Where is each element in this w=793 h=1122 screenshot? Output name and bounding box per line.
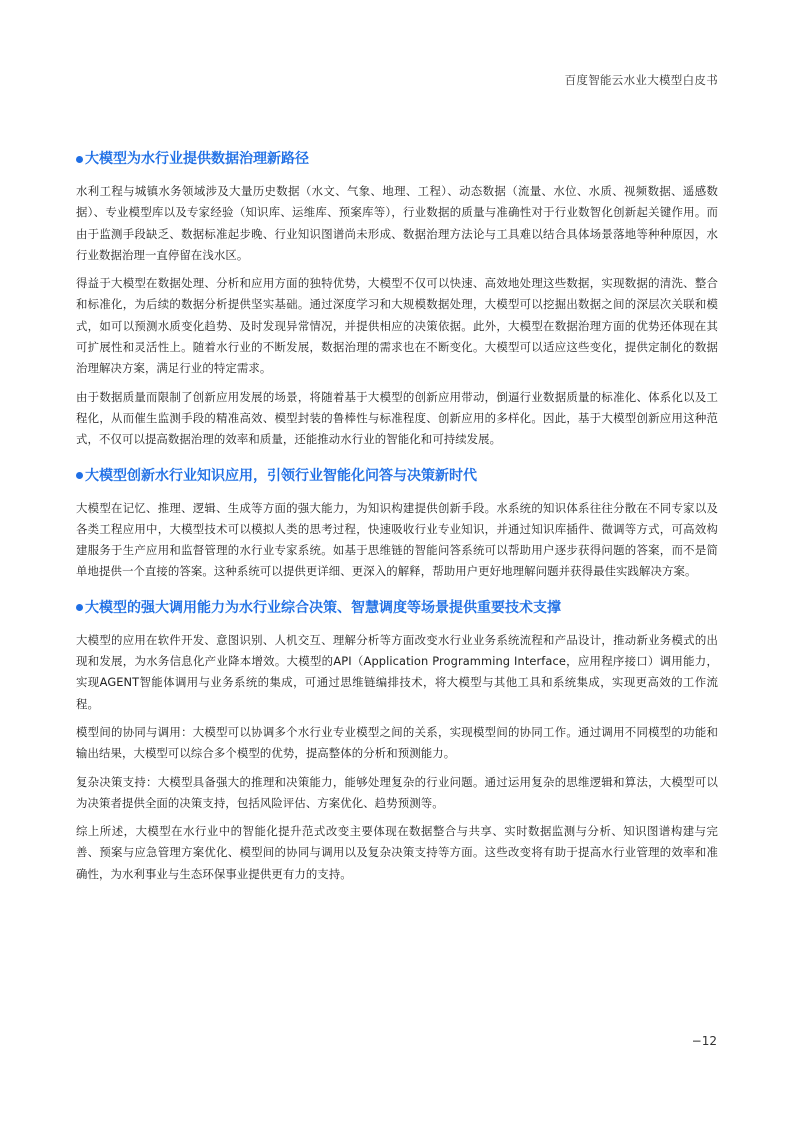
paragraph: 由于数据质量而限制了创新应用发展的场景，将随着基于大模型的创新应用带动，倒逼行业数据质量的标准化、体系化以及工程化，从而催生监测手段的精准高效、模型封装的鲁棒性与标准程度、创新应用的多样化。因此，基于大模型创新应用这种范式，不仅可以提高数据治理的效率和质量，还能推动水行业的智能化和可持续发展。: [76, 389, 718, 447]
section-heading: [76, 597, 718, 619]
bullet-dot-icon: [76, 472, 83, 479]
paragraph: 复杂决策支持：大模型具备强大的推理和决策能力，能够处理复杂的行业问题。通过运用复杂的思维逻辑和算法，大模型可以为决策者提供全面的决策支持，包括风险评估、方案优化、趋势预测等。: [76, 774, 718, 810]
paragraph: 水利工程与城镇水务领域涉及大量历史数据（水文、气象、地理、工程）、动态数据（流量、水位、水质、视频数据、遥感数据）、专业模型库以及专家经验（知识库、运维库、预案库等），行业数据的质量与准确性对于行业数智化创新起关键作用。而由于监测手段缺乏、数据标准起步晚、行业知识图谱尚未形成、数据治理方法论与工具难以结合具体场景落地等种种原因，水行业数据治理一直停留在浅水区。: [76, 184, 718, 262]
paragraph: 综上所述，大模型在水行业中的智能化提升范式改变主要体现在数据整合与共享、实时数据监测与分析、知识图谱构建与完善、预案与应急管理方案优化、模型间的协同与调用以及复杂决策支持等方面。这些改变将有助于提高水行业管理的效率和准确性，为水利事业与生态环保事业提供更有力的支持。: [76, 824, 718, 881]
section-data-governance: [76, 148, 718, 451]
section-heading-text: 大模型的强大调用能力为水行业综合决策、智慧调度等场景提供重要技术支撑: [85, 599, 561, 616]
document-header-title: 百度智能云水业大模型白皮书: [564, 73, 718, 87]
section-heading-text: 大模型创新水行业知识应用，引领行业智能化问答与决策新时代: [85, 467, 477, 484]
paragraph: 得益于大模型在数据处理、分析和应用方面的独特优势，大模型不仅可以快速、高效地处理这些数据，实现数据的清洗、整合和标准化，为后续的数据分析提供坚实基础。通过深度学习和大规模数据处理，大模型可以挖掘出数据之间的深层次关联和模式，如可以预测水质变化趋势、及时发现异常情况，并提供相应的决策依据。此外，大模型在数据治理方面的优势还体现在其可扩展性和灵活性上。随着水行业的不断发展，数据治理的需求也在不断变化。大模型可以适应这些变化，提供定制化的数据治理解决方案，满足行业的特定需求。: [76, 276, 718, 376]
page-number: −12: [691, 1034, 717, 1048]
paragraph: 模型间的协同与调用：大模型可以协调多个水行业专业模型之间的关系，实现模型间的协同工作。通过调用不同模型的功能和输出结果，大模型可以综合多个模型的优势，提高整体的分析和预测能力。: [76, 724, 718, 761]
bullet-dot-icon: [76, 604, 83, 611]
paragraph: 大模型在记忆、推理、逻辑、生成等方面的强大能力，为知识构建提供创新手段。水系统的知识体系往往分散在不同专家以及各类工程应用中，大模型技术可以模拟人类的思考过程，快速吸收行业专业知识，并通过知识库插件、微调等方式，可高效构建服务于生产应用和监督管理的水行业专家系统。如基于思维链的智能问答系统可以帮助用户逐步获得问题的答案，而不是简单地提供一个直接的答案。这种系统可以提供更详细、更深入的解释，帮助用户更好地理解问题并获得最佳实践解决方案。: [76, 500, 718, 579]
section-invocation-capability: [76, 597, 718, 885]
section-heading: [76, 148, 718, 170]
section-heading-text: 大模型为水行业提供数据治理新路径: [85, 151, 309, 167]
section-heading: [76, 465, 718, 487]
document-body: [76, 148, 718, 892]
bullet-dot-icon: [76, 156, 83, 163]
paragraph: 大模型的应用在软件开发、意图识别、人机交互、理解分析等方面改变水行业业务系统流程和产品设计，推动新业务模式的出现和发展，为水务信息化产业降本增效。大模型的API（Application Programming Interface，应用程序接口）调用能力，实现AGENT智能体调用与业务系统的集成，可通过思维链编排技术，将大模型与其他工具和系统集成，实现更高效的工作流程。: [76, 632, 718, 711]
section-knowledge-application: [76, 465, 718, 583]
